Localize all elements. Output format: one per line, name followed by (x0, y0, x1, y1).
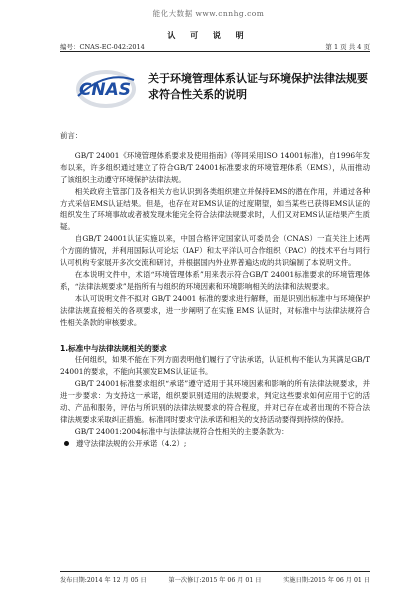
preface-paragraph: 本认可说明文件不拟对 GB/T 24001 标准的要求进行解释，而是识别出标准中与环境保护法律法规直接相关的各项要求，进一步阐明了在实施 EMS 认证时，对标准中与法律法规符合性相关条款的审核要求。 (60, 293, 370, 327)
preface-paragraph: 自GB/T 24001认证实施以来，中国合格评定国家认可委员会（CNAS）一直关注上述两个方面的情况，并利用国际认可论坛（IAF）和太平洋认可合作组织（PAC）的技术平台与同行认可机构专家展开多次交流和研讨，并根据国内外业界普遍达成的共识编制了本说明文件。 (60, 234, 370, 268)
footer-divider (60, 571, 370, 572)
preface-paragraph: GB/T 24001《环境管理体系要求及使用指南》(等同采用ISO 14001标准)，自1996年发布以来，许多组织通过建立了符合GB/T 24001标准要求的环境管理体系（EMS），从而推动了该组织主动遵守环境保护法律法规。 (60, 150, 370, 184)
section-title: 1.标准中与法律法规相关的要求 (60, 343, 167, 353)
bullet-icon (64, 441, 69, 446)
page-info: 第 1 页 共 4 页 (325, 43, 370, 51)
section-paragraph: GB/T 24001标准要求组织“承诺”遵守适用于其环境因素和影响的所有法律法规要求，并进一步要求：为支持这一承诺，组织要识别适用的法规要求，判定这些要求如何应用于它的活动、产品和服务，评估与所识别的法律法规要求的符合程度，并对已存在或者出现的不符合法律法规要求采取纠正措施。标准同时要求守法承诺和相关的支持活动要得到持续的保持。 (60, 379, 370, 424)
document-title-line: 关于环境管理体系认证与环境保护法律法规要 (148, 72, 368, 85)
revision-date: 第一次修订:2015 年 06 月 01 日 (168, 577, 262, 584)
section-paragraph: GB/T 24001:2004标准中与法律法规符合性相关的主要条款为： (74, 426, 289, 436)
list-item (60, 438, 370, 450)
footer-row (60, 575, 370, 584)
effective-date: 实施日期:2015 年 06 月 01 日 (283, 577, 370, 584)
section-paragraph: 任何组织，如果不能在下列方面表明他们履行了守法承诺，认证机构不能认为其满足GB/T 24001的要求，不能向其颁发EMS认证证书。 (60, 355, 370, 377)
logo-text: CNAS (78, 80, 132, 100)
preface-paragraph: 在本说明文件中，术语“环境管理体系”用来表示符合GB/T 24001标准要求的环境管理体系，“法律法规要求”是指所有与组织的环境因素和环境影响相关的法律和法规要求。 (60, 269, 370, 291)
document-number: 编号：CNAS-EC-042:2014 (60, 43, 145, 51)
document-body (60, 130, 370, 450)
preface-heading: 前言： (60, 131, 83, 140)
cnas-logo-icon (72, 66, 136, 110)
document-title (148, 71, 368, 103)
watermark-text: 能化大数据 www.cnnhg.com (152, 9, 265, 18)
document-type-heading: 认 可 说 明 (167, 30, 250, 40)
list-item-text: 遵守法律法规的公开承诺（4.2）; (76, 438, 187, 448)
issue-date: 发布日期:2014 年 12 月 05 日 (60, 577, 147, 584)
document-title-line: 求符合性关系的说明 (148, 88, 247, 101)
header-divider (60, 51, 370, 52)
header-meta-row (60, 42, 370, 51)
preface-paragraph: 相关政府主管部门及各相关方也认识到各类组织建立并保持EMS的潜在作用，并通过各种方式采信EMS认证结果。但是，也存在对EMS认证的过度期望，如当某些已获得EMS认证的组织发生了环境事故或者被发现未能完全符合法律法规要求时，人们又对EMS认证结果产生质疑。 (60, 186, 370, 232)
